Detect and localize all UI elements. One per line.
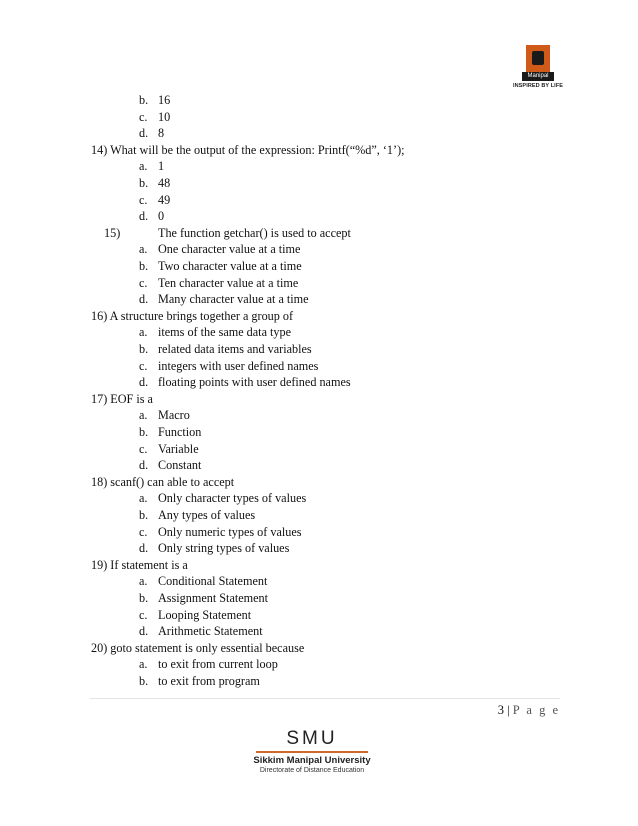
option-text: Macro (158, 408, 190, 422)
option-text: Arithmetic Statement (158, 624, 263, 638)
option-text: Conditional Statement (158, 574, 268, 588)
manipal-logo-tagline: INSPIRED BY LIFE (512, 83, 564, 89)
page-number-separator: | (507, 703, 510, 717)
option-text: One character value at a time (158, 242, 301, 256)
smu-rule (256, 751, 368, 753)
option-text: Variable (158, 442, 199, 456)
option-letter: b. (139, 259, 149, 273)
option-letter: d. (139, 126, 149, 140)
question-text: 20) goto statement is only essential because (91, 641, 305, 655)
option-letter: c. (139, 442, 148, 456)
option-letter: a. (139, 325, 148, 339)
option-text: Looping Statement (158, 608, 252, 622)
question-text: The function getchar() is used to accept (158, 226, 351, 240)
option-letter: c. (139, 525, 148, 539)
page-number (498, 703, 560, 718)
option-letter: b. (139, 342, 149, 356)
option-text: related data items and variables (158, 342, 312, 356)
option-letter: c. (139, 110, 148, 124)
option-letter: b. (139, 674, 149, 688)
option-text: Any types of values (158, 508, 256, 522)
option-letter: a. (139, 657, 148, 671)
question-text: 18) scanf() can able to accept (91, 475, 235, 489)
option-text: 1 (158, 159, 165, 173)
smu-subtitle: Directorate of Distance Education (259, 767, 365, 774)
option-letter: b. (139, 425, 149, 439)
option-text: 0 (158, 209, 165, 223)
page-word: P a g e (512, 703, 560, 717)
question-number: 15) (104, 226, 121, 240)
option-text: Only string types of values (158, 541, 290, 555)
question-text: 19) If statement is a (91, 558, 188, 572)
smu-name: Sikkim Manipal University (253, 755, 371, 766)
option-text: Two character value at a time (158, 259, 302, 273)
option-text: Ten character value at a time (158, 276, 299, 290)
footer-divider (90, 698, 560, 699)
option-letter: a. (139, 242, 148, 256)
option-text: Assignment Statement (158, 591, 269, 605)
manipal-logo-brand: Manipal (522, 72, 554, 81)
option-text: Only numeric types of values (158, 525, 302, 539)
option-letter: d. (139, 209, 149, 223)
smu-abbr: SMU (286, 728, 338, 749)
option-letter: c. (139, 359, 148, 373)
option-letter: d. (139, 458, 149, 472)
option-text: Function (158, 425, 202, 439)
question-text: 14) What will be the output of the expression: Printf(“%d”, ‘1’); (91, 143, 405, 157)
option-text: to exit from program (158, 674, 260, 688)
option-text: Constant (158, 458, 202, 472)
option-letter: a. (139, 574, 148, 588)
question-text: 16) A structure brings together a group of (91, 309, 294, 323)
option-letter: b. (139, 93, 149, 107)
option-letter: a. (139, 159, 148, 173)
option-text: 16 (158, 93, 171, 107)
option-letter: b. (139, 591, 149, 605)
option-letter: c. (139, 608, 148, 622)
option-text: Only character types of values (158, 491, 307, 505)
option-letter: c. (139, 193, 148, 207)
option-letter: b. (139, 508, 149, 522)
smu-logo (250, 729, 374, 775)
option-text: to exit from current loop (158, 657, 278, 671)
option-letter: c. (139, 276, 148, 290)
page-number-value: 3 (497, 703, 505, 717)
option-text: 8 (158, 126, 165, 140)
option-letter: a. (139, 408, 148, 422)
option-letter: d. (139, 541, 149, 555)
option-letter: b. (139, 176, 149, 190)
option-text: 49 (158, 193, 171, 207)
manipal-logo (512, 45, 564, 95)
question-text: 17) EOF is a (91, 392, 153, 406)
option-text: 10 (158, 110, 171, 124)
option-text: 48 (158, 176, 171, 190)
option-letter: a. (139, 491, 148, 505)
option-text: integers with user defined names (158, 359, 319, 373)
option-text: Many character value at a time (158, 292, 309, 306)
option-text: items of the same data type (158, 325, 292, 339)
option-text: floating points with user defined names (158, 375, 351, 389)
option-letter: d. (139, 624, 149, 638)
option-letter: d. (139, 292, 149, 306)
option-letter: d. (139, 375, 149, 389)
